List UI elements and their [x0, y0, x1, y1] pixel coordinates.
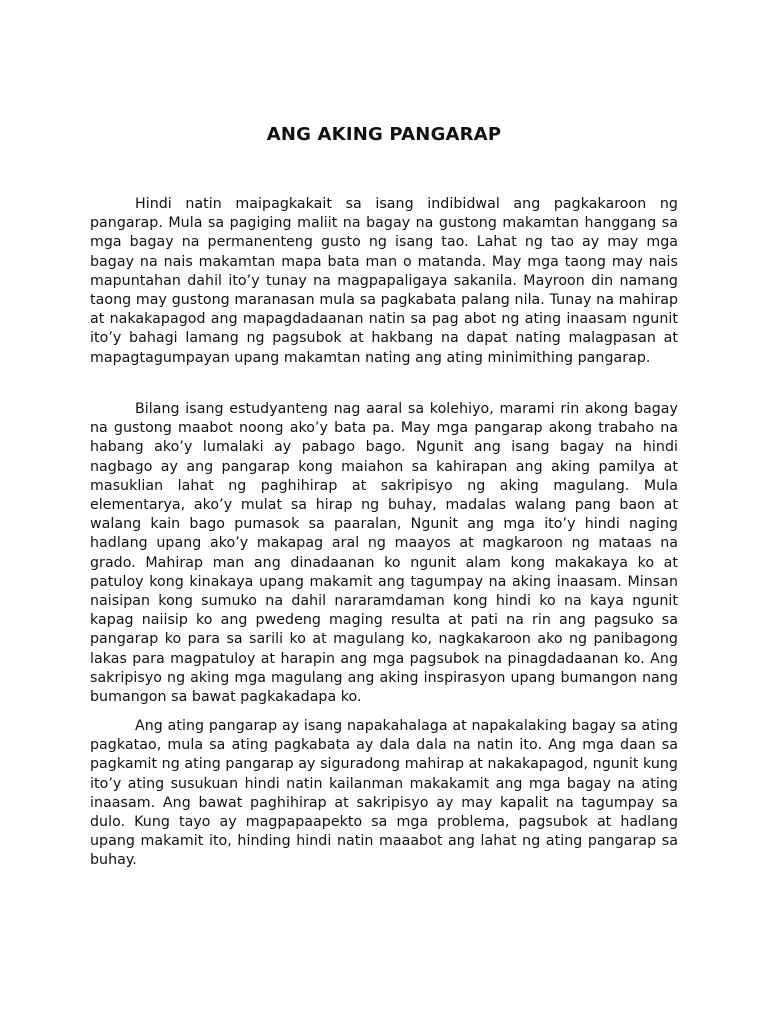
paragraph-2: Bilang isang estudyanteng nag aaral sa kolehiyo, marami rin akong bagay na gustong maabot noong ako’y bata pa. May mga pangarap akong trabaho na habang ako’y lumalaki ay pabago bago. Ngunit ang isang bagay na hindi nagbago ay ang pangarap kong maiahon sa kahirapan ang aking pamilya at masuklian lahat ng paghihirap at sakripisyo ng aking magulang. Mula elementarya, ako’y mulat sa hirap ng buhay, madalas walang pang baon at walang kain bago pumasok sa paaralan, Ngunit ang mga ito’y hindi naging hadlang upang ako’y makapag aral ng maayos at magkaroon ng mataas na grado. Mahirap man ang dinadaanan ko ngunit alam kong makakaya ko at patuloy kong kinakaya upang makamit ang tagumpay na aking inaasam. Minsan naisipan kong sumuko na dahil nararamdaman kong hindi ko na kaya ngunit kapag naiisip ko ang pwedeng maging resulta at pati na rin ang pagsuko sa pangarap ko para sa sarili ko at magulang ko, nagkakaroon ako ng panibagong lakas para magpatuloy at harapin ang mga pagsubok na pinagdadaanan ko. Ang sakripisyo ng aking mga magulang ang aking inspirasyon upang bumangon nang bumangon sa bawat pagkakadapa ko. — [90, 401, 678, 706]
paragraph-3: Ang ating pangarap ay isang napakahalaga at napakalaking bagay sa ating pagkatao, mula sa ating pagkabata ay dala dala na natin ito. Ang mga daan sa pagkamit ng ating pangarap ay siguradong mahirap at nakakapagod, ngunit kung ito’y ating susukuan hindi natin kailanman makakamit ang mga bagay na ating inaasam. Ang bawat paghihirap at sakripisyo ay may kapalit na tagumpay sa dulo. Kung tayo ay magpapaapekto sa mga problema, pagsubok at hadlang upang makamit ito, hinding hindi natin maaabot ang lahat ng ating pangarap sa buhay. — [90, 718, 678, 869]
document-title: ANG AKING PANGARAP — [266, 124, 502, 145]
paragraph-1: Hindi natin maipagkakait sa isang indibidwal ang pagkakaroon ng pangarap. Mula sa pagiging maliit na bagay na gustong makamtan hanggang sa mga bagay na permanenteng gusto ng isang tao. Lahat ng tao ay may mga bagay na nais makamtan mapa bata man o matanda. May mga taong may nais mapuntahan dahil ito’y tunay na magpapaligaya sakanila. Mayroon din namang taong may gustong maranasan mula sa pagkabata palang nila. Tunay na mahirap at nakakapagod ang mapagdadaanan natin sa pag abot ng ating inaasam ngunit ito’y bahagi lamang ng pagsubok at hakbang na dapat nating malagpasan at mapagtagumpayan upang makamtan nating ang ating minimithing pangarap. — [90, 196, 678, 366]
